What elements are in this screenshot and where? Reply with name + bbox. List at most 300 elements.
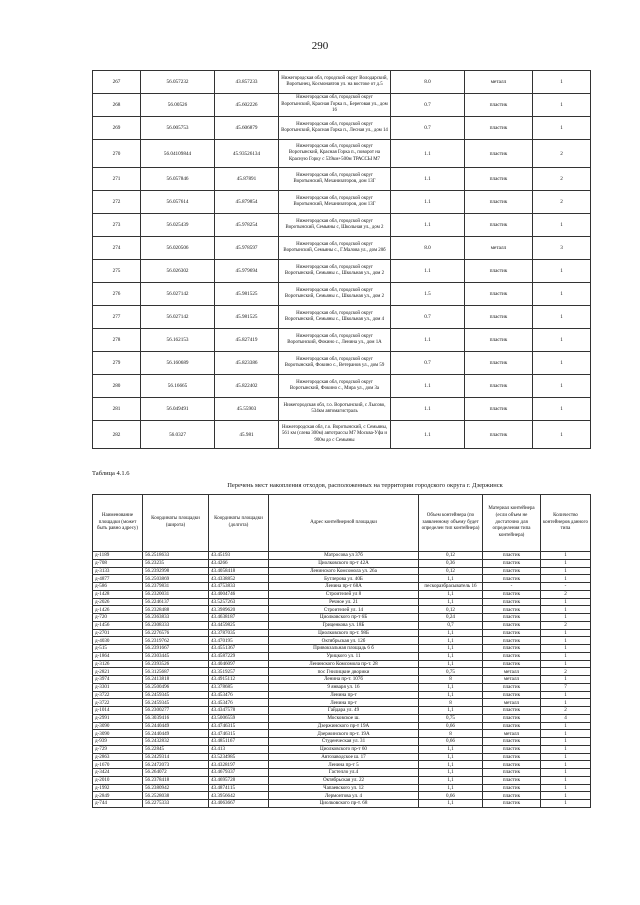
latitude-cell: 56.2503869: [143, 575, 209, 583]
latitude-cell: 56.3039416: [143, 714, 209, 722]
volume-cell: 1,1: [419, 745, 483, 753]
longitude-cell: 43.4058418: [209, 567, 269, 575]
latitude-cell: 56.160689: [141, 352, 215, 375]
table-row: [93, 117, 591, 140]
count-cell: 1: [541, 784, 591, 792]
header-row: [93, 495, 591, 552]
volume-cell: 1,1: [419, 629, 483, 637]
material-cell: пластик: [483, 753, 541, 761]
table-row: [93, 94, 591, 117]
latitude-cell: 56.2391667: [143, 645, 209, 653]
address-cell: Автозаводское ш. 17: [269, 753, 419, 761]
row-number: 271: [93, 168, 141, 191]
volume-cell: 0,12: [419, 606, 483, 614]
material-cell: пластик: [465, 375, 533, 398]
volume-cell: 0,75: [419, 668, 483, 676]
latitude-cell: 56.04109844: [141, 140, 215, 168]
volume-cell: 0.7: [391, 306, 465, 329]
volume-cell: 1,1: [419, 575, 483, 583]
longitude-cell: 43.4746315: [209, 730, 269, 738]
header-lat: Координаты площадки (широта): [143, 495, 209, 552]
volume-cell: 1,1: [419, 598, 483, 606]
longitude-cell: 45.55903: [215, 398, 279, 421]
material-cell: пластик: [483, 792, 541, 800]
material-cell: пластик: [483, 761, 541, 769]
longitude-cell: 43.5006559: [209, 714, 269, 722]
header-material: Материал контейнера (если объем не достаточно для определения типа контейнера): [483, 495, 541, 552]
longitude-cell: 45.981525: [215, 306, 279, 329]
site-name-cell: д-1014: [93, 707, 143, 715]
latitude-cell: 56.2303445: [143, 652, 209, 660]
volume-cell: 1.1: [391, 398, 465, 421]
count-cell: 1: [541, 792, 591, 800]
table-row: [93, 621, 591, 629]
table-row: [93, 738, 591, 746]
address-cell: Циолковского пр-т. 98Б: [269, 629, 419, 637]
latitude-cell: 56.057846: [141, 168, 215, 191]
row-number: 273: [93, 214, 141, 237]
table-row: [93, 606, 591, 614]
material-cell: пластик: [465, 421, 533, 449]
longitude-cell: 43.453476: [209, 691, 269, 699]
address-cell: Нижегородская обл, городской округ Воротынский, Механизаторов, дом 13Г: [279, 168, 391, 191]
latitude-cell: 56.2363833: [143, 614, 209, 622]
site-name-cell: д-1456: [93, 621, 143, 629]
volume-cell: 8.0: [391, 237, 465, 260]
volume-cell: 1,1: [419, 637, 483, 645]
material-cell: пластик: [483, 575, 541, 583]
count-cell: 1: [541, 652, 591, 660]
row-number: 281: [93, 398, 141, 421]
row-number: 280: [93, 375, 141, 398]
volume-cell: 0,36: [419, 559, 483, 567]
address-cell: Нижегородская обл, городской округ Воротынский, Семьяны с., Г.Малова ул., дом 20б: [279, 237, 391, 260]
longitude-cell: 43.4459825: [209, 621, 269, 629]
count-cell: 2: [533, 168, 591, 191]
longitude-cell: 45.979694: [215, 260, 279, 283]
address-cell: Нижегородская обл, городской округ Воротынский, Фокино с., Ветеранов ул., дом 59: [279, 352, 391, 375]
material-cell: пластик: [483, 738, 541, 746]
material-cell: пластик: [483, 714, 541, 722]
table-row: [93, 800, 591, 808]
table-row: [93, 668, 591, 676]
latitude-cell: 56.2300277: [143, 707, 209, 715]
latitude-cell: 56.2500496: [143, 683, 209, 691]
latitude-cell: 56.22845: [143, 745, 209, 753]
latitude-cell: 56.2440449: [143, 730, 209, 738]
address-cell: Нижегородская обл, городской округ Володарский, Воротынец, Космонавтов ул. на востоке от д.5: [279, 71, 391, 94]
count-cell: 1: [533, 375, 591, 398]
address-cell: Нижегородская обл, г.о. Воротынский, с Семьяны, 561 км (слева 300м) автотрассы М7 Москва-Уфа и 900м до с Семьяны: [279, 421, 391, 449]
count-cell: 1: [533, 329, 591, 352]
material-cell: пластик: [465, 117, 533, 140]
site-name-cell: д-1864: [93, 652, 143, 660]
site-name-cell: д-3133: [93, 567, 143, 575]
longitude-cell: 45.822402: [215, 375, 279, 398]
table-row: [93, 691, 591, 699]
table-row: [93, 761, 591, 769]
volume-cell: 0,7: [419, 621, 483, 629]
longitude-cell: 45.602226: [215, 94, 279, 117]
site-name-cell: д-1426: [93, 606, 143, 614]
count-cell: -: [541, 583, 591, 591]
table-row: [93, 567, 591, 575]
material-cell: пластик: [483, 567, 541, 575]
address-cell: Нижегородская обл, городской округ Воротынский, Семьяны с, Школьная ул., дом 2: [279, 214, 391, 237]
count-cell: 1: [541, 730, 591, 738]
row-number: 279: [93, 352, 141, 375]
address-cell: пос Гнилицкие дворики: [269, 668, 419, 676]
count-cell: 1: [541, 738, 591, 746]
table-row: [93, 352, 591, 375]
table-row: [93, 191, 591, 214]
latitude-cell: 56.2379831: [143, 583, 209, 591]
volume-cell: 8.0: [391, 71, 465, 94]
count-cell: 4: [541, 714, 591, 722]
volume-cell: 1.1: [391, 168, 465, 191]
volume-cell: 1.1: [391, 140, 465, 168]
volume-cell: 8: [419, 699, 483, 707]
longitude-cell: 43.3989620: [209, 606, 269, 614]
material-cell: металл: [465, 237, 533, 260]
latitude-cell: 56.264072: [143, 769, 209, 777]
volume-cell: 0,66: [419, 792, 483, 800]
count-cell: 1: [541, 699, 591, 707]
address-cell: Нижегородская обл, городской округ Воротынский, Фокино с., Ленина ул., дом 1А: [279, 329, 391, 352]
table-row: [93, 683, 591, 691]
latitude-cell: 56.2308333: [143, 621, 209, 629]
count-cell: 1: [533, 398, 591, 421]
header-count: Количество контейнеров данного типа: [541, 495, 591, 552]
table-row: [93, 769, 591, 777]
address-cell: Строителей ул. 14: [269, 606, 419, 614]
site-name-cell: д-2701: [93, 629, 143, 637]
material-cell: пластик: [483, 652, 541, 660]
latitude-cell: 56.2429314: [143, 753, 209, 761]
address-cell: Нижегородская обл, городской округ Воротынский, Фокино с., Мира ул., дом 3а: [279, 375, 391, 398]
latitude-cell: 56.23235: [143, 559, 209, 567]
volume-cell: 1.1: [391, 375, 465, 398]
site-name-cell: д-3974: [93, 676, 143, 684]
latitude-cell: 56.2319762: [143, 637, 209, 645]
longitude-cell: 43.4063667: [209, 800, 269, 808]
material-cell: пластик: [483, 552, 541, 560]
material-cell: пластик: [465, 214, 533, 237]
table-row: [93, 614, 591, 622]
table-row: [93, 676, 591, 684]
site-name-cell: д-3301: [93, 683, 143, 691]
count-cell: 1: [541, 660, 591, 668]
count-cell: 1: [541, 575, 591, 583]
latitude-cell: 56.2328488: [143, 606, 209, 614]
dzerzhinsk-sites-table: [92, 494, 591, 808]
site-name-cell: д-586: [93, 583, 143, 591]
address-cell: 9 января ул. 16: [269, 683, 419, 691]
latitude-cell: 56.2518633: [143, 552, 209, 560]
latitude-cell: 56.057614: [141, 191, 215, 214]
longitude-cell: 43.3956642: [209, 792, 269, 800]
table-row: [93, 792, 591, 800]
volume-cell: 0,12: [419, 567, 483, 575]
address-cell: Нижегородская обл, городской округ Воротынский, Семьяны с., Школьная ул., дом 2: [279, 260, 391, 283]
table-row: [93, 590, 591, 598]
latitude-cell: 56.3125687: [143, 668, 209, 676]
count-cell: 1: [541, 567, 591, 575]
address-cell: Бутлерова ул. 40Б: [269, 575, 419, 583]
header-address: Адрес контейнерной площадки: [269, 495, 419, 552]
table-row: [93, 214, 591, 237]
address-cell: Лермонтова ул. 4: [269, 792, 419, 800]
material-cell: пластик: [483, 621, 541, 629]
address-cell: Урицкого ул. 11: [269, 652, 419, 660]
table-row: [93, 784, 591, 792]
site-name-cell: д-2849: [93, 792, 143, 800]
longitude-cell: 45.981525: [215, 283, 279, 306]
material-cell: пластик: [483, 683, 541, 691]
count-cell: 1: [541, 800, 591, 808]
address-cell: Гриценкова ул. 18Б: [269, 621, 419, 629]
longitude-cell: 43.4338852: [209, 575, 269, 583]
volume-cell: 1.1: [391, 214, 465, 237]
longitude-cell: 43.4587229: [209, 652, 269, 660]
count-cell: 1: [541, 691, 591, 699]
volume-cell: 1,1: [419, 660, 483, 668]
latitude-cell: 56.2472073: [143, 761, 209, 769]
row-number: 267: [93, 71, 141, 94]
site-name-cell: д-939: [93, 738, 143, 746]
material-cell: пластик: [483, 645, 541, 653]
material-cell: пластик: [465, 306, 533, 329]
address-cell: Циолковского пр-т 6Б: [269, 614, 419, 622]
site-name-cell: д-2991: [93, 714, 143, 722]
address-cell: Дзержинского пр-т. 19А: [269, 730, 419, 738]
table-title: Перечень мест накопления отходов, расположенных на территории городского округа г. Дзержинск: [227, 482, 503, 489]
count-cell: 1: [533, 352, 591, 375]
longitude-cell: 43.4328197: [209, 761, 269, 769]
material-cell: пластик: [483, 598, 541, 606]
latitude-cell: 56.026302: [141, 260, 215, 283]
latitude-cell: 56.00526: [141, 94, 215, 117]
latitude-cell: 56.027142: [141, 283, 215, 306]
longitude-cell: 43.4679337: [209, 769, 269, 777]
latitude-cell: 56.2275333: [143, 800, 209, 808]
material-cell: металл: [483, 699, 541, 707]
count-cell: 1: [541, 606, 591, 614]
table-row: [93, 71, 591, 94]
count-cell: 1: [533, 94, 591, 117]
latitude-cell: 56.2393526: [143, 660, 209, 668]
volume-cell: 0.7: [391, 117, 465, 140]
count-cell: 1: [533, 421, 591, 449]
address-cell: Октябрьская ул. 22: [269, 776, 419, 784]
table-row: [93, 637, 591, 645]
count-cell: 3: [533, 237, 591, 260]
longitude-cell: 43.4347578: [209, 707, 269, 715]
latitude-cell: 56.025439: [141, 214, 215, 237]
table-row: [93, 714, 591, 722]
address-cell: Октябрьская ул. 12б: [269, 637, 419, 645]
address-cell: Ленина пр-т: [269, 699, 419, 707]
site-name-cell: д-708: [93, 559, 143, 567]
count-cell: 1: [533, 306, 591, 329]
table-row: [93, 260, 591, 283]
table-row: [93, 140, 591, 168]
longitude-cell: 43.3519257: [209, 668, 269, 676]
material-cell: пластик: [483, 559, 541, 567]
material-cell: пластик: [483, 722, 541, 730]
site-name-cell: д-3090: [93, 730, 143, 738]
row-number: 276: [93, 283, 141, 306]
longitude-cell: 43.5257263: [209, 598, 269, 606]
site-name-cell: д-3090: [93, 722, 143, 730]
table-row: [93, 699, 591, 707]
longitude-cell: 43.413: [209, 745, 269, 753]
count-cell: 1: [541, 645, 591, 653]
longitude-cell: 43.4046097: [209, 660, 269, 668]
longitude-cell: 43.4915112: [209, 676, 269, 684]
address-cell: Нижегородская обл, городской округ Воротынский, Семьяны с., Школьная ул., дом 4: [279, 306, 391, 329]
address-cell: Нижегородская обл, г.о. Воротынский, с Лысово, 534км автомагистраль: [279, 398, 391, 421]
latitude-cell: 56.2459345: [143, 699, 209, 707]
volume-cell: 1.1: [391, 329, 465, 352]
longitude-cell: 43.4638187: [209, 614, 269, 622]
count-cell: 2: [541, 621, 591, 629]
address-cell: Нижегородская обл, городской округ Воротынский, Красная Горка п., Лесная ул., дом 14: [279, 117, 391, 140]
site-name-cell: д-720: [93, 614, 143, 622]
longitude-cell: 43.378685: [209, 683, 269, 691]
volume-cell: 1.1: [391, 191, 465, 214]
volume-cell: 0,66: [419, 722, 483, 730]
table-row: [93, 306, 591, 329]
site-name-cell: д-4877: [93, 575, 143, 583]
count-cell: 1: [541, 559, 591, 567]
latitude-cell: 56.2392998: [143, 567, 209, 575]
volume-cell: 0,66: [419, 738, 483, 746]
site-name-cell: д-2010: [93, 776, 143, 784]
count-cell: 1: [533, 214, 591, 237]
table-row: [93, 745, 591, 753]
volume-cell: 1,1: [419, 645, 483, 653]
latitude-cell: 56.2413818: [143, 676, 209, 684]
latitude-cell: 56.005753: [141, 117, 215, 140]
row-number: 269: [93, 117, 141, 140]
count-cell: 2: [533, 191, 591, 214]
longitude-cell: 43.5234985: [209, 753, 269, 761]
site-name-cell: д-1189: [93, 552, 143, 560]
material-cell: пластик: [483, 629, 541, 637]
count-cell: 1: [541, 722, 591, 730]
table-row: [93, 237, 591, 260]
volume-cell: 1,1: [419, 691, 483, 699]
volume-cell: 1.5: [391, 283, 465, 306]
row-number: 268: [93, 94, 141, 117]
longitude-cell: 43.4695728: [209, 776, 269, 784]
longitude-cell: 45.823386: [215, 352, 279, 375]
count-cell: 2: [541, 707, 591, 715]
latitude-cell: 56.162153: [141, 329, 215, 352]
table-row: [93, 583, 591, 591]
address-cell: Речное ул. 21: [269, 598, 419, 606]
volume-cell: 1,1: [419, 761, 483, 769]
longitude-cell: 45.978254: [215, 214, 279, 237]
longitude-cell: 43.470195: [209, 637, 269, 645]
address-cell: Циолковского пр-т. 68: [269, 800, 419, 808]
address-cell: Дзержинского пр-т 19А: [269, 722, 419, 730]
material-cell: пластик: [483, 784, 541, 792]
latitude-cell: 56.049491: [141, 398, 215, 421]
latitude-cell: 56.2432832: [143, 738, 209, 746]
latitude-cell: 56.057232: [141, 71, 215, 94]
address-cell: Нижегородская обл, городской округ Воротынский, Красная Горка п., Береговая ул., дом 16: [279, 94, 391, 117]
count-cell: 1: [541, 552, 591, 560]
latitude-cell: 56.2276576: [143, 629, 209, 637]
material-cell: пластик: [465, 329, 533, 352]
material-cell: металл: [483, 668, 541, 676]
address-cell: Нижегородская обл, городской округ Воротынский, Механизаторов, дом 13Г: [279, 191, 391, 214]
address-cell: Гайдара ул. 49: [269, 707, 419, 715]
row-number: 282: [93, 421, 141, 449]
material-cell: металл: [465, 71, 533, 94]
latitude-cell: 56.2380942: [143, 784, 209, 792]
material-cell: -: [483, 583, 541, 591]
table-row: [93, 660, 591, 668]
table-row: [93, 559, 591, 567]
material-cell: пластик: [465, 140, 533, 168]
table-row: [93, 598, 591, 606]
row-number: 274: [93, 237, 141, 260]
site-name-cell: д-3126: [93, 660, 143, 668]
volume-cell: 1.1: [391, 421, 465, 449]
address-cell: Московское ш.: [269, 714, 419, 722]
address-cell: Гастелло ул.4: [269, 769, 419, 777]
site-name-cell: д-2026: [93, 598, 143, 606]
longitude-cell: 43.4851167: [209, 738, 269, 746]
site-name-cell: д-515: [93, 645, 143, 653]
header-volume: Объем контейнера (по заявленному объему будет определен тип контейнера): [419, 495, 483, 552]
latitude-cell: 56.027142: [141, 306, 215, 329]
address-cell: Привокзальная площадь 6 б: [269, 645, 419, 653]
longitude-cell: 45.978597: [215, 237, 279, 260]
header-lon: Координаты площадки (долгота): [209, 495, 269, 552]
address-cell: Ленина пр-т 68А: [269, 583, 419, 591]
address-cell: Ленинского Комсомола пр-т. 28: [269, 660, 419, 668]
material-cell: пластик: [483, 614, 541, 622]
latitude-cell: 56.0327: [141, 421, 215, 449]
material-cell: пластик: [465, 191, 533, 214]
site-name-cell: д-4030: [93, 637, 143, 645]
longitude-cell: 43.4551367: [209, 645, 269, 653]
row-number: 272: [93, 191, 141, 214]
material-cell: пластик: [465, 168, 533, 191]
header-name: Наименование площадки (может быть равно адресу): [93, 495, 143, 552]
volume-cell: 8: [419, 676, 483, 684]
material-cell: пластик: [465, 352, 533, 375]
volume-cell: 1,1: [419, 590, 483, 598]
table-row: [93, 730, 591, 738]
latitude-cell: 56.2378418: [143, 776, 209, 784]
volume-cell: 1,1: [419, 683, 483, 691]
volume-cell: 1,1: [419, 753, 483, 761]
site-name-cell: д-3424: [93, 769, 143, 777]
count-cell: 1: [541, 761, 591, 769]
address-cell: Ленина пр-т. 107б: [269, 676, 419, 684]
site-name-cell: д-2821: [93, 668, 143, 676]
longitude-cell: 45.827419: [215, 329, 279, 352]
latitude-cell: 56.16665: [141, 375, 215, 398]
table-row: [93, 753, 591, 761]
material-cell: пластик: [483, 691, 541, 699]
page-number: 290: [311, 40, 329, 52]
